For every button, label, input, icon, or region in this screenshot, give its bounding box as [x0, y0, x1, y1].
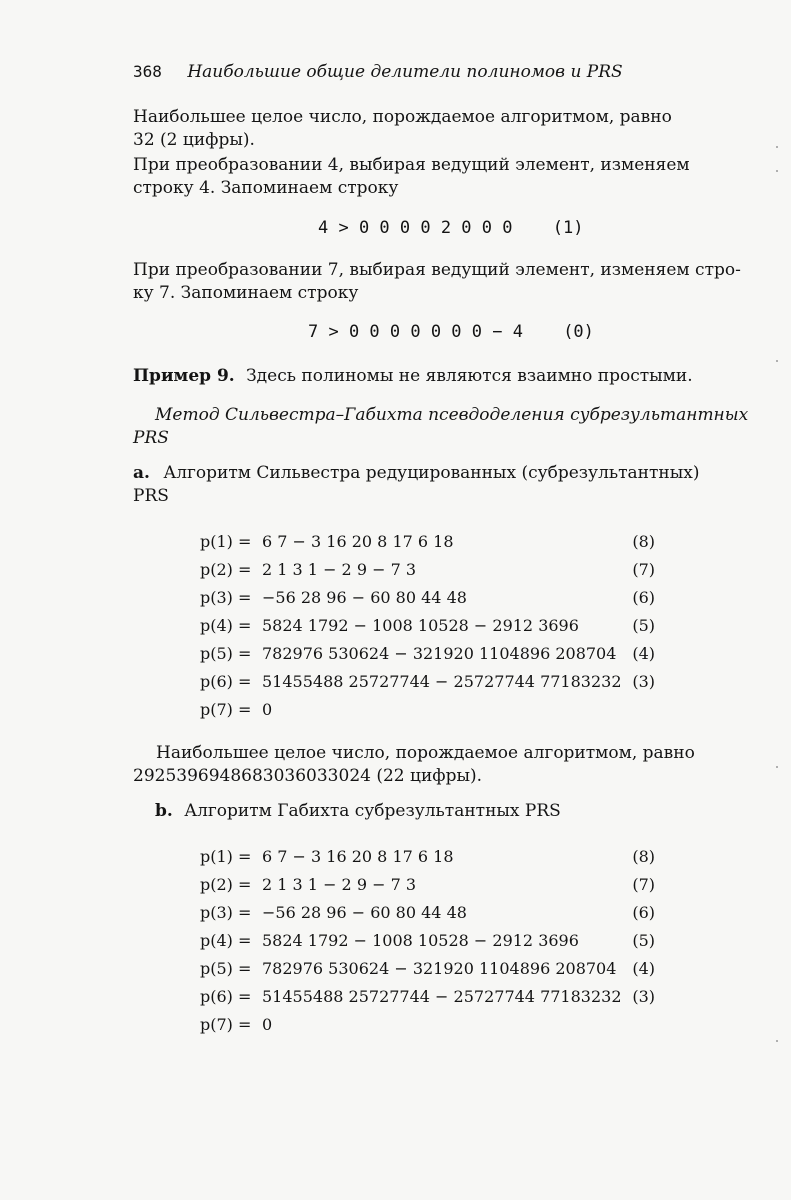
equation-row [200, 1011, 655, 1039]
scan-speck [776, 146, 778, 148]
equation-lhs: p(3) = [200, 903, 252, 922]
equation-rhs: 782976 530624 − 321920 1104896 208704 [262, 644, 617, 663]
equation-row [200, 871, 655, 899]
section-a-line [133, 462, 720, 485]
method-line: PRS [133, 428, 169, 448]
section-b-title: Алгоритм Габихта субрезультантных PRS [184, 801, 561, 821]
equation-row [200, 528, 655, 556]
paragraph-4 [133, 742, 720, 788]
paragraph-line: 32 (2 цифры). [133, 130, 255, 150]
equation-row [200, 899, 655, 927]
equation-row [200, 983, 655, 1011]
equation-rhs: 5824 1792 − 1008 10528 − 2912 3696 [262, 616, 579, 635]
habicht-equations [200, 843, 655, 1039]
equation-number: (5) [632, 931, 655, 950]
paragraph-2 [133, 154, 720, 200]
equation-tag: (1) [552, 218, 584, 238]
paragraph-line: строку 4. Запоминаем строку [133, 178, 399, 198]
scan-speck [776, 766, 778, 768]
equation-lhs: p(5) = [200, 959, 252, 978]
equation-lhs: p(1) = [200, 847, 252, 866]
equation-1 [318, 218, 583, 238]
equation-lhs: p(4) = [200, 616, 252, 635]
equation-2 [308, 322, 594, 342]
equation-lhs: p(3) = [200, 588, 252, 607]
section-a-heading [133, 462, 720, 508]
method-line: Метод Сильвестра–Габихта псевдоделения субрезультантных [155, 405, 749, 425]
equation-rhs: 5824 1792 − 1008 10528 − 2912 3696 [262, 931, 579, 950]
equation-number: (8) [632, 847, 655, 866]
equation-lhs: p(7) = [200, 700, 252, 719]
sylvester-equations [200, 528, 655, 724]
paragraph-line: Наибольшее целое число, порождаемое алгоритмом, равно [133, 107, 672, 127]
equation-lhs: p(6) = [200, 987, 252, 1006]
paragraph-3 [133, 259, 741, 305]
equation-rhs: 2 1 3 1 − 2 9 − 7 3 [262, 560, 417, 579]
equation-lhs: p(2) = [200, 875, 252, 894]
section-b-marker: b. [155, 801, 173, 821]
equation-body: 7 > 0 0 0 0 0 0 0 − 4 [308, 322, 523, 342]
method-heading [133, 404, 749, 450]
equation-row [200, 584, 655, 612]
equation-tag: (0) [563, 322, 594, 342]
equation-number: (4) [632, 959, 655, 978]
equation-number: (3) [632, 987, 655, 1006]
equation-number: (3) [632, 672, 655, 691]
equation-rhs: 782976 530624 − 321920 1104896 208704 [262, 959, 617, 978]
equation-rhs: 6 7 − 3 16 20 8 17 6 18 [262, 847, 454, 866]
equation-rhs: −56 28 96 − 60 80 44 48 [262, 588, 467, 607]
paragraph-line: ку 7. Запоминаем строку [133, 283, 359, 303]
example-label: Пример 9. [133, 366, 235, 386]
equation-number: (7) [632, 875, 655, 894]
section-a-marker: a. [133, 463, 150, 483]
equation-lhs: p(4) = [200, 931, 252, 950]
equation-number: (6) [632, 903, 655, 922]
equation-lhs: p(2) = [200, 560, 252, 579]
section-b-heading [155, 801, 561, 821]
scan-speck [776, 360, 778, 362]
equation-body: 4 > 0 0 0 0 2 0 0 0 [318, 218, 513, 238]
equation-rhs: 51455488 25727744 − 25727744 77183232 [262, 987, 622, 1006]
paragraph-line: Наибольшее целое число, порождаемое алгоритмом, равно [156, 743, 695, 763]
equation-number: (5) [632, 616, 655, 635]
paragraph-line: При преобразовании 4, выбирая ведущий элемент, изменяем [133, 155, 690, 175]
running-title: Наибольшие общие делители полиномов и PRS [187, 62, 623, 82]
example-text: Здесь полиномы не являются взаимно простыми. [246, 366, 693, 386]
equation-row [200, 927, 655, 955]
equation-rhs: 51455488 25727744 − 25727744 77183232 [262, 672, 622, 691]
equation-row [200, 955, 655, 983]
equation-lhs: p(7) = [200, 1015, 252, 1034]
equation-rhs: 6 7 − 3 16 20 8 17 6 18 [262, 532, 454, 551]
example-heading [133, 366, 693, 386]
paragraph-line: 2925396948683036033024 (22 цифры). [133, 766, 483, 786]
equation-number: (7) [632, 560, 655, 579]
equation-row [200, 668, 655, 696]
equation-rhs: −56 28 96 − 60 80 44 48 [262, 903, 467, 922]
equation-lhs: p(5) = [200, 644, 252, 663]
equation-row [200, 556, 655, 584]
paragraph-line: При преобразовании 7, выбирая ведущий элемент, изменяем стро- [133, 260, 741, 280]
page-header [133, 62, 623, 82]
equation-lhs: p(1) = [200, 532, 252, 551]
equation-number: (8) [632, 532, 655, 551]
scan-speck [776, 1040, 778, 1042]
equation-number: (4) [632, 644, 655, 663]
page-number: 368 [133, 62, 162, 81]
equation-row [200, 696, 655, 724]
paragraph-1 [133, 106, 720, 152]
section-a-line-2: PRS [133, 486, 169, 506]
equation-rhs: 0 [262, 1015, 273, 1034]
equation-row [200, 843, 655, 871]
equation-row [200, 612, 655, 640]
equation-lhs: p(6) = [200, 672, 252, 691]
equation-rhs: 2 1 3 1 − 2 9 − 7 3 [262, 875, 417, 894]
section-a-title: Алгоритм Сильвестра редуцированных (субрезультантных) [163, 463, 700, 483]
equation-rhs: 0 [262, 700, 273, 719]
equation-row [200, 640, 655, 668]
scan-speck [776, 170, 778, 172]
equation-number: (6) [632, 588, 655, 607]
